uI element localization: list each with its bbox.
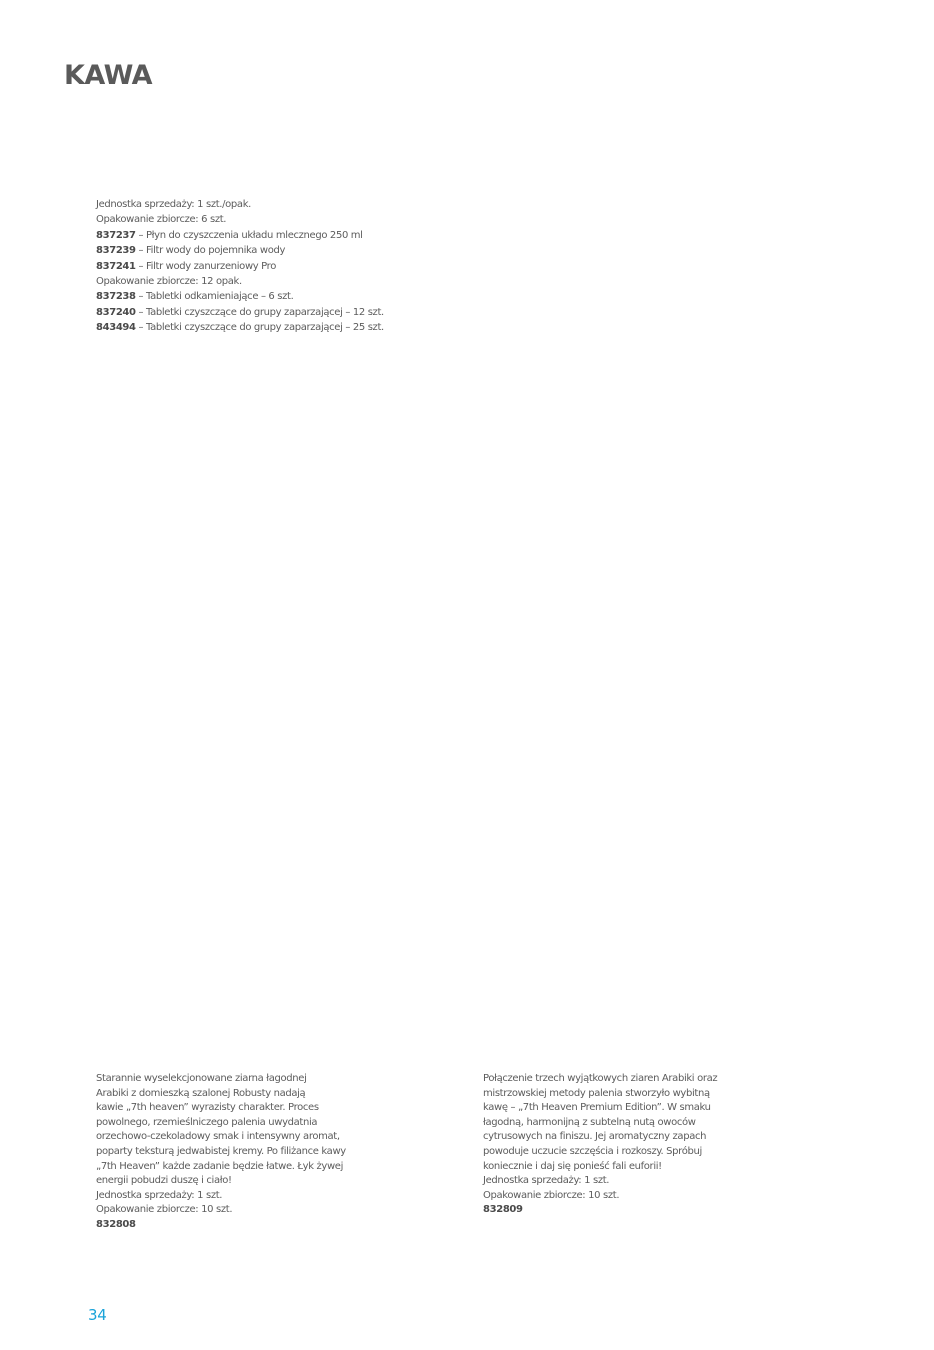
product-description: – Tabletki odkamieniające – 6 szt.	[135, 291, 294, 303]
product-code: 843494	[96, 322, 136, 334]
description-line: Starannie wyselekcjonowane ziarna łagodnej	[96, 1073, 307, 1084]
product-description: – Filtr wody zanurzeniowy Pro	[135, 260, 276, 272]
product-description-left	[96, 1072, 346, 1233]
description-line: poparty teksturą jedwabistej kremy. Po filiżance kawy	[96, 1145, 346, 1157]
page-number: 34	[88, 1306, 107, 1324]
product-code: 837238	[96, 291, 136, 303]
product-code: 837241	[96, 260, 136, 272]
product-description: – Tabletki czyszczące do grupy zaparzającej – 25 szt.	[135, 322, 384, 334]
product-line	[96, 305, 384, 320]
product-description: – Płyn do czyszczenia układu mlecznego 250 ml	[135, 229, 363, 241]
product-code: 837240	[96, 306, 136, 318]
product-line	[96, 320, 384, 335]
bulk-pack: Opakowanie zbiorcze: 10 szt.	[96, 1204, 233, 1216]
bulk-pack: Opakowanie zbiorcze: 12 opak.	[96, 275, 242, 287]
product-description: – Filtr wody do pojemnika wody	[135, 245, 286, 257]
description-line: mistrzowskiej metody palenia stworzyło wybitną	[483, 1087, 710, 1099]
description-line: kawie „7th heaven” wyrazisty charakter. Proces	[96, 1102, 319, 1114]
description-line: koniecznie i daj się ponieść fali euforii!	[483, 1160, 662, 1172]
product-code: 832808	[96, 1218, 136, 1230]
product-description: – Tabletki czyszczące do grupy zaparzającej – 12 szt.	[135, 306, 384, 318]
sales-unit: Jednostka sprzedaży: 1 szt.	[96, 1189, 223, 1201]
description-line: Połączenie trzech wyjątkowych ziaren Arabiki oraz	[483, 1073, 718, 1084]
description-line: energii pobudzi duszę i ciało!	[96, 1175, 232, 1187]
description-line: powolnego, rzemieślniczego palenia uwydatnia	[96, 1116, 318, 1128]
description-line: orzechowo-czekoladowy smak i intensywny aromat,	[96, 1131, 340, 1143]
product-line	[96, 289, 384, 304]
accessories-block	[96, 197, 384, 336]
description-line: Arabiki z domieszką szalonej Robusty nadają	[96, 1087, 306, 1099]
page-title: KAWA	[64, 60, 153, 91]
bulk-pack: Opakowanie zbiorcze: 6 szt.	[96, 214, 227, 226]
bulk-pack: Opakowanie zbiorcze: 10 szt.	[483, 1189, 620, 1201]
description-line: powoduje uczucie szczęścia i rozkoszy. Spróbuj	[483, 1145, 702, 1157]
product-line	[96, 259, 384, 274]
description-line: cytrusowych na finiszu. Jej aromatyczny zapach	[483, 1131, 707, 1143]
product-code: 837237	[96, 229, 136, 241]
description-line: łagodną, harmonijną z subtelną nutą owoców	[483, 1116, 696, 1128]
product-code: 837239	[96, 245, 136, 257]
product-description-right	[483, 1072, 717, 1218]
description-line: „7th Heaven” każde zadanie będzie łatwe. Łyk żywej	[96, 1160, 344, 1172]
product-code: 832809	[483, 1204, 523, 1216]
sales-unit: Jednostka sprzedaży: 1 szt./opak.	[96, 199, 251, 210]
sales-unit: Jednostka sprzedaży: 1 szt.	[483, 1175, 610, 1187]
product-line	[96, 243, 384, 258]
product-line	[96, 228, 384, 243]
description-line: kawę – „7th Heaven Premium Edition”. W smaku	[483, 1102, 711, 1114]
